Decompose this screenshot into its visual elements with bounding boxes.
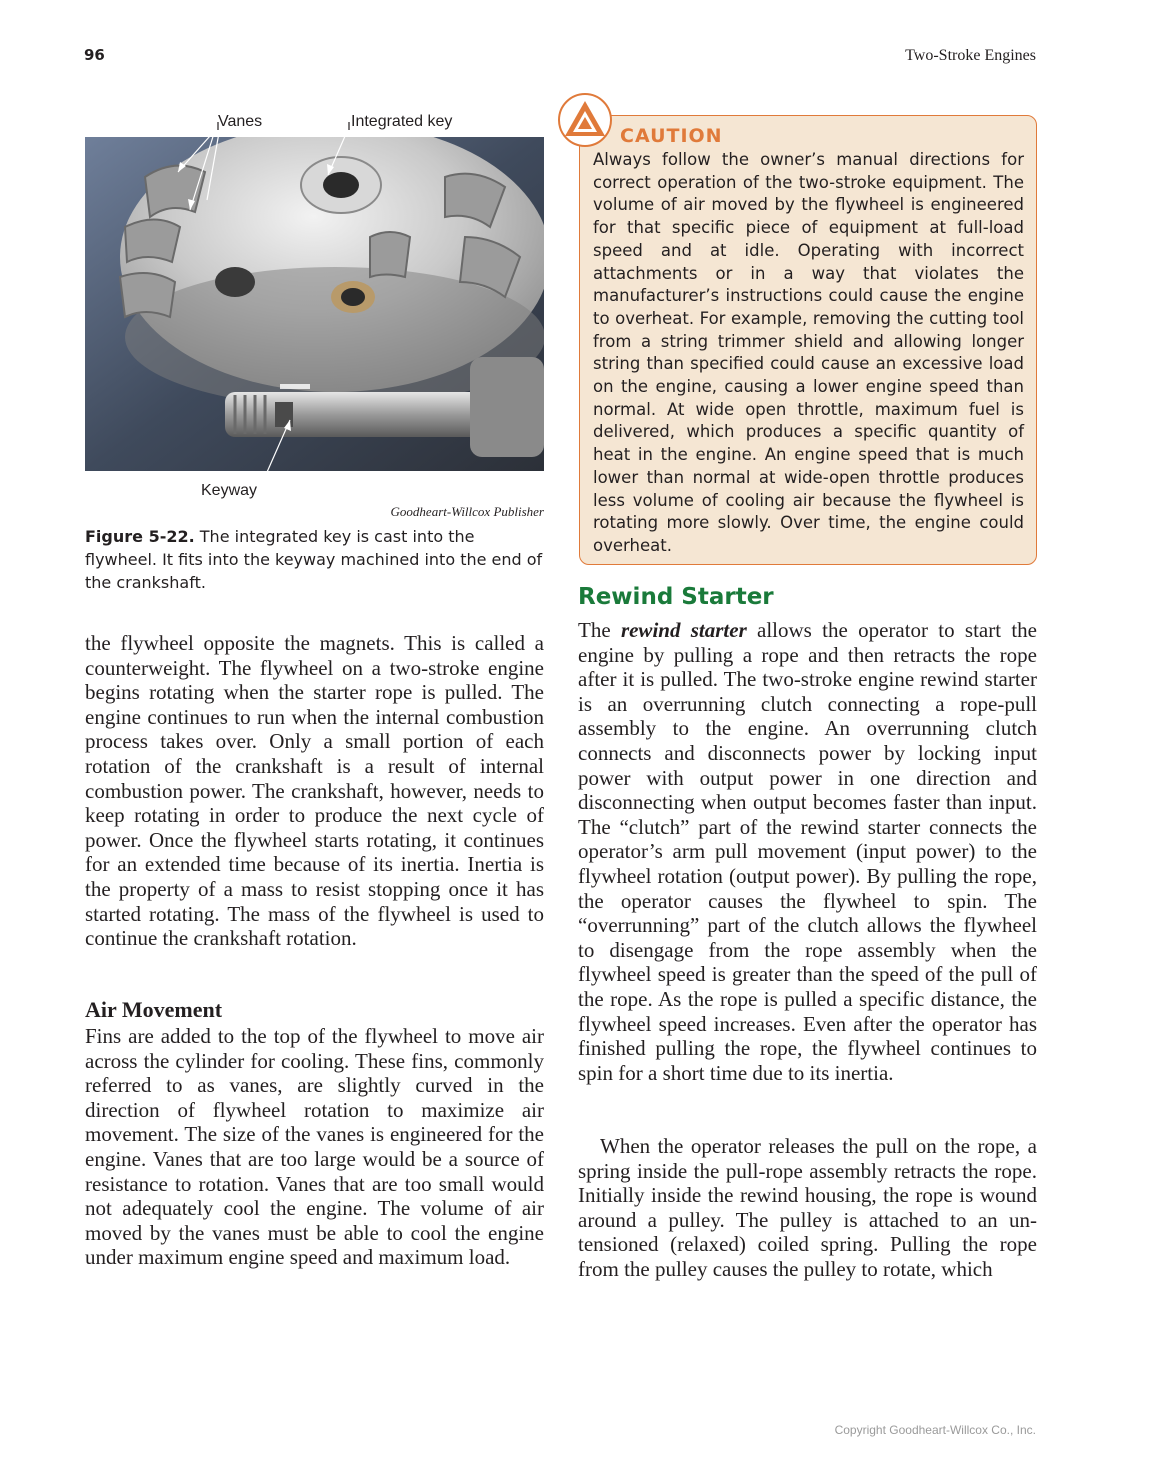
body-paragraph-flywheel: the flywheel opposite the magnets. This is called a counterweight. The flywheel on a two-stroke engine begins rotating when the starter rope is pulled. The engine continues to run when the internal combustion process takes over. Only a small portion of each rotation of the crankshaft is a result of internal combustion power. The crankshaft, however, needs to keep rotating in order to produce the next cycle of power. Once the flywheel starts rotating, it continues for an extended time because of its inertia. Inertia is the property of a mass to resist stopping once it has started rotating. The mass of the flywheel is used to continue the crankshaft rotation. <box>85 631 544 951</box>
callout-vanes: Vanes <box>218 113 263 130</box>
body-paragraph-release: When the operator releases the pull on the rope, a spring inside the pull-rope assembly retracts the rope. Initially inside the rewind housing, the rope is wound around a pulley. The pulley is attached to an un-tensioned (relaxed) coiled spring. Pulling the rope from the pulley causes the pulley to rotate, which <box>578 1134 1037 1281</box>
figure-caption <box>85 525 547 594</box>
rewind-lead: The <box>578 618 621 642</box>
running-head: Two-Stroke Engines <box>905 47 1036 64</box>
callout-keyway: Keyway <box>201 482 258 499</box>
callout-integrated-key: Integrated key <box>351 113 453 130</box>
caution-triangle-icon <box>557 92 613 148</box>
rewind-starter-term: rewind starter <box>620 618 747 642</box>
page-number: 96 <box>84 46 105 64</box>
caution-text: Always follow the owner’s manual directions for correct operation of the two-stroke equipment. The volume of air moved by the flywheel is engineered for that specific piece of equipment at full-load speed and at idle. Operating with incorrect attachments or in a way that violates the manufacturer’s instructions could cause the engine to overheat. For example, removing the cutting tool from a string trimmer shield and allowing longer string than specified could cause an excessive load on the engine, causing a lower engine speed than normal. At wide open throttle, maximum fuel is delivered, which produces a specific quantity of heat in the engine. An engine speed that is much lower than normal at wide-open throttle produces less volume of cooling air because the flywheel is rotating more slowly. Over time, the engine could overheat. <box>593 150 1024 555</box>
body-paragraph-rewind-starter <box>578 618 1037 1085</box>
section-heading-rewind-starter: Rewind Starter <box>578 584 774 610</box>
figure-caption-text: The integrated key is cast into the flywheel. It fits into the keyway machined into the end of the crankshaft. <box>85 527 543 592</box>
body-paragraph-air-movement: Fins are added to the top of the flywheel to move air across the cylinder for cooling. These fins, commonly referred to as vanes, are slightly curved in the direction of flywheel rotation to maximize air movement. The size of the vanes is engineered for the engine. Vanes that are too large would be a source of resistance to rotation. Vanes that are too small would not adequately cool the engine. The volume of air moved by the vanes must be able to cool the engine under maximum engine speed and maximum load. <box>85 1024 544 1270</box>
rewind-rest: allows the operator to start the engine by pulling a rope and then retracts the rope after it is pulled. The two-stroke engine rewind starter is an overrunning clutch connecting a rope-pull assembly to the engine. An overrunning clutch connects and disconnects power by locking input power with output power in one direction and disconnecting when output becomes faster than input. The “clutch” part of the rewind starter connects the operator’s arm pull movement (input power) to the flywheel rotation (output power). By pulling the rope, the operator causes the flywheel to spin. The “overrunning” part of the clutch allows the flywheel to disengage from the rope assembly when the flywheel speed is greater than the speed of the pull of the rope. As the rope is pulled a specific distance, the flywheel speed increases. Even after the operator has finished pulling the rope, the flywheel continues to spin for a short time due to its inertia. <box>578 618 1038 1085</box>
figure-credit: Goodheart-Willcox Publisher <box>390 504 544 519</box>
section-heading-air-movement: Air Movement <box>85 997 223 1022</box>
copyright-notice: Copyright Goodheart-Willcox Co., Inc. <box>834 1423 1036 1437</box>
caution-title: CAUTION <box>620 125 723 147</box>
figure-caption-label: Figure 5-22. <box>85 527 195 546</box>
